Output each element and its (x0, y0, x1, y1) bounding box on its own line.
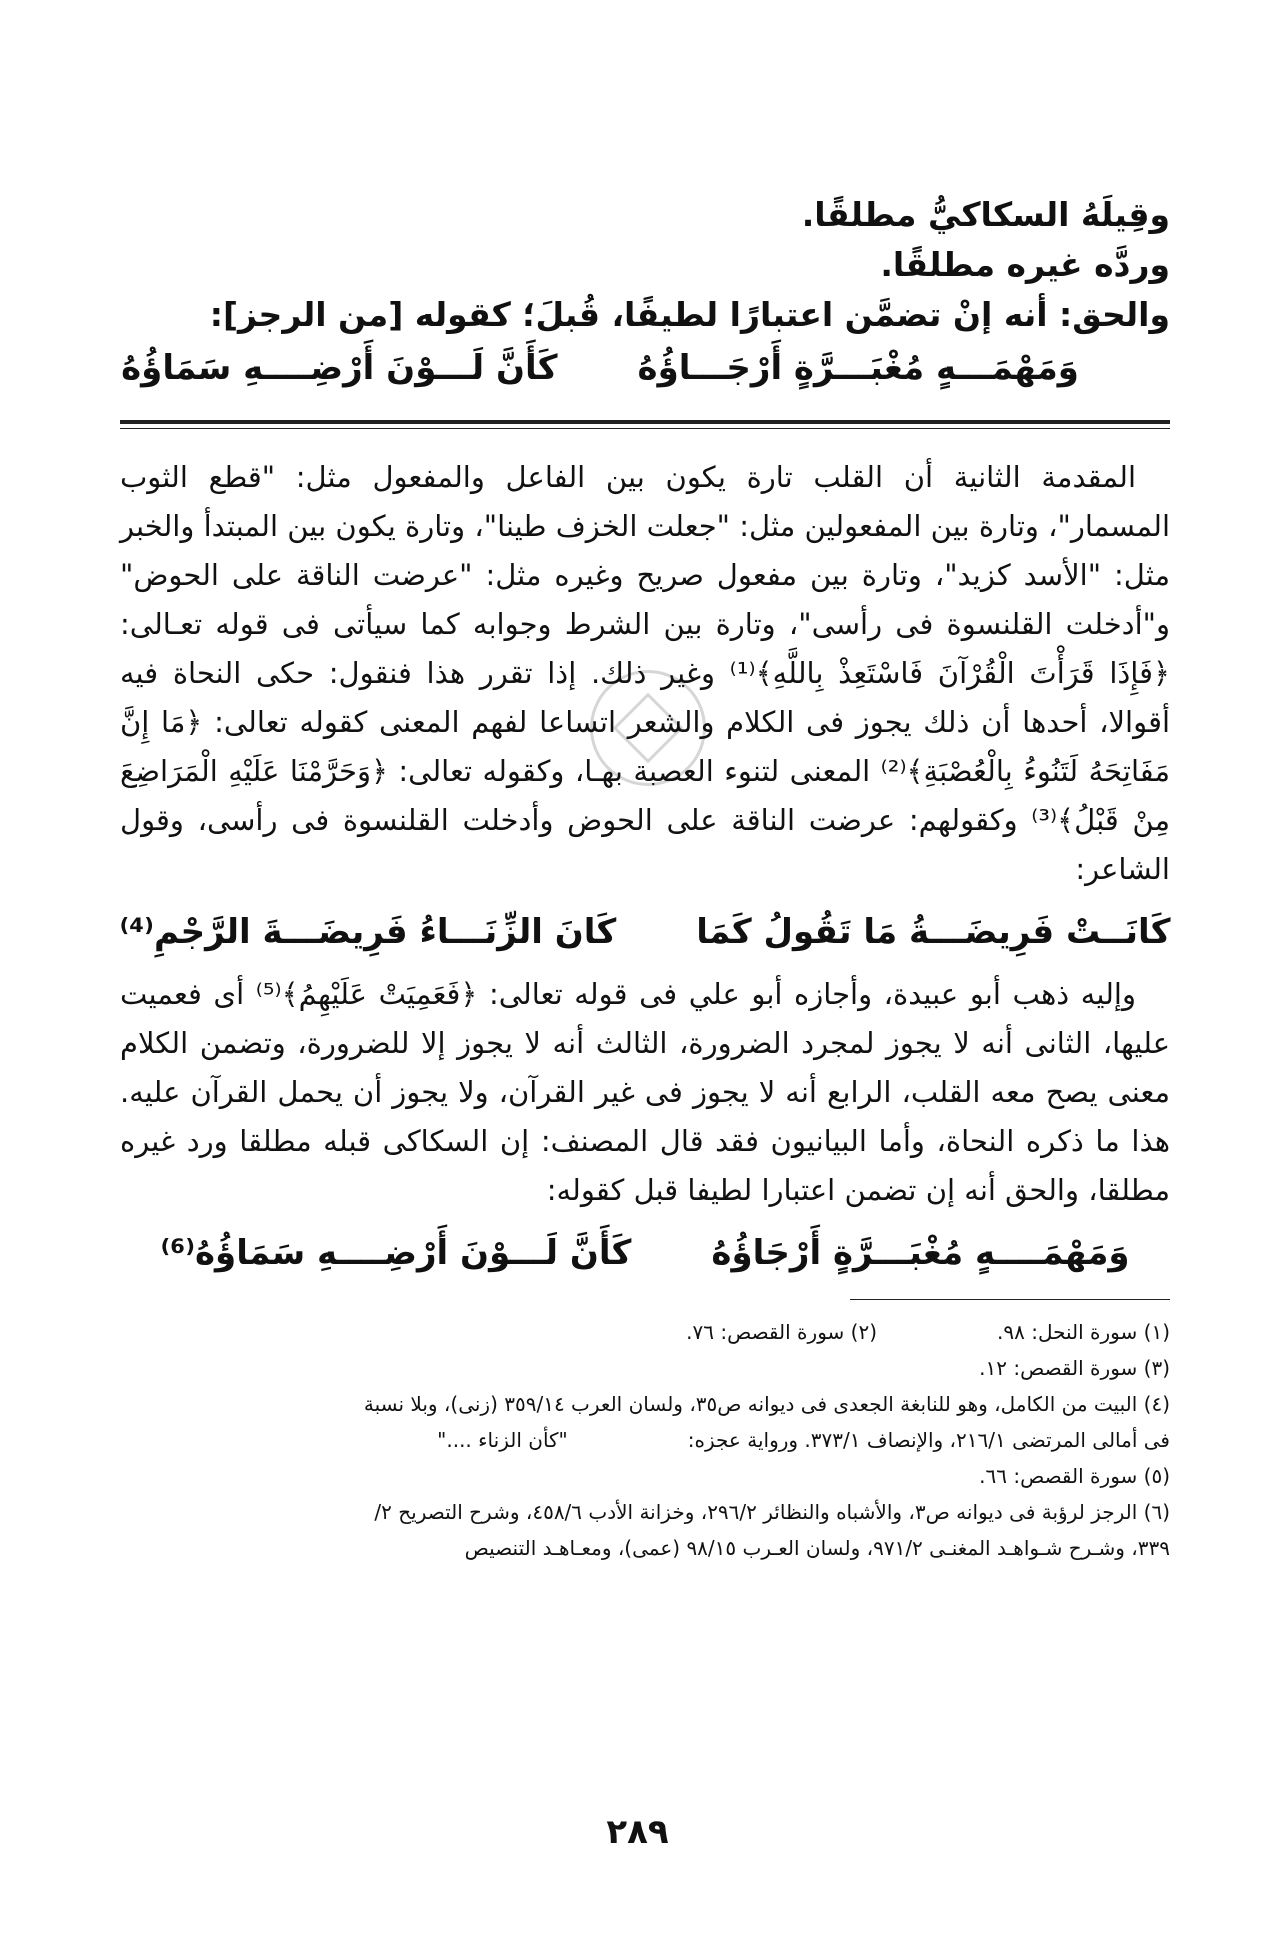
footnotes (120, 1314, 1170, 1566)
footnote-4-text: فى أمالى المرتضى ٢١٦/١، والإنصاف ٣٧٣/١. ورواية عجزه: (687, 1428, 1170, 1452)
footnote-2: (٢) سورة القصص: ٧٦. (686, 1320, 877, 1344)
footnote-4-line-2 (120, 1422, 1170, 1458)
sharh-paragraph-1: المقدمة الثانية أن القلب تارة يكون بين الفاعل والمفعول مثل: "قطع الثوب المسمار"، وتارة بين المفعولين مثل: "جعلت الخزف طينا"، وتارة يكون بين المبتدأ والخبر مثل: "الأسد كزيد"، وتارة بين مفعول صريح وغيره مثل: "عرضت الناقة على الحوض" و"أدخلت القلنسوة فى رأسى"، وتارة بين الشرط وجوابه كما سيأتى فى قوله تعـالى: ﴿فَإِذَا قَرَأْتَ الْقُرْآنَ فَاسْتَعِذْ بِاللَّهِ﴾⁽¹⁾ وغير ذلك. إذا تقرر هذا فنقول: حكى النحاة فيه أقوالا، أحدها أن ذلك يجوز فى الكلام والشعر اتساعا لفهم المعنى كقوله تعالى: ﴿مَا إِنَّ مَفَاتِحَهُ لَتَنُوءُ بِالْعُصْبَةِ﴾⁽²⁾ المعنى لتنوء العصبة بهـا، وكقوله تعالى: ﴿وَحَرَّمْنَا عَلَيْهِ الْمَرَاضِعَ مِنْ قَبْلُ﴾⁽³⁾ وكقولهم: عرضت الناقة على الحوض وأدخلت القلنسوة فى رأسى، وقول الشاعر: (120, 460, 1170, 886)
sharh-verse-1 (120, 900, 1170, 964)
verse-first-hemistich: وَمَهْمَــــهٍ مُغْبَـــرَّةٍ أَرْجَاؤُهُ (711, 1233, 1130, 1273)
footnote-4-quote: "كأن الزناء ...." (437, 1428, 568, 1452)
matn-section (120, 190, 1170, 340)
footnote-6-line-1: (٦) الرجز لرؤبة فى ديوانه ص٣، والأشباه والنظائر ٢٩٦/٢، وخزانة الأدب ٤٥٨/٦، وشرح التصريح ٢/ (374, 1500, 1170, 1524)
matn-line-1: وقِيلَهُ السكاكيُّ مطلقًا. (801, 195, 1170, 234)
footnote-1: (١) سورة النحل: ٩٨. (997, 1320, 1170, 1344)
footnote-4-line-1: (٤) البيت من الكامل، وهو للنابغة الجعدى فى ديوانه ص٣٥، ولسان العرب ٣٥٩/١٤ (زنى)، وبلا نسبة (363, 1392, 1170, 1416)
verse-second-hemistich: كَانَ الزِّنَـــاءُ فَرِيضَـــةَ الرَّجْمِ⁽⁴⁾ (119, 912, 617, 952)
section-divider-thin (120, 428, 1170, 429)
verse-second-hemistich: كَأَنَّ لَـــوْنَ أَرْضِــــهِ سَمَاؤُهُ⁽⁶⁾ (160, 1233, 632, 1273)
page-number: ٢٨٩ (606, 1812, 669, 1852)
footnote-6-line-2: ٣٣٩، وشـرح شـواهـد المغنـى ٩٧١/٢، ولسان العـرب ٩٨/١٥ (عمى)، ومعـاهـد التنصيص (464, 1536, 1170, 1560)
sharh-section (120, 453, 1170, 1285)
matn-line-2: وردَّه غيره مطلقًا. (880, 245, 1170, 284)
matn-verse (120, 340, 1080, 396)
footnote-divider (850, 1299, 1170, 1300)
sharh-verse-2 (120, 1221, 1170, 1285)
verse-second-hemistich: كَأَنَّ لَـــوْنَ أَرْضِــــهِ سَمَاؤُهُ (121, 348, 558, 388)
footnote-3: (٣) سورة القصص: ١٢. (979, 1356, 1170, 1380)
verse-first-hemistich: كَانَــتْ فَرِيضَـــةُ مَا تَقُولُ كَمَا (696, 912, 1171, 952)
footnote-row-1-2 (120, 1314, 1170, 1350)
page-content (120, 190, 1170, 1566)
matn-line-3: والحق: أنه إنْ تضمَّن اعتبارًا لطيفًا، قُبلَ؛ كقوله [من الرجز]: (209, 295, 1170, 334)
sharh-paragraph-2: وإليه ذهب أبو عبيدة، وأجازه أبو علي فى قوله تعالى: ﴿فَعَمِيَتْ عَلَيْهِمُ﴾⁽⁵⁾ أى فعميت عليها، الثانى أنه لا يجوز لمجرد الضرورة، الثالث أنه لا يجوز إلا للضرورة، وتضمن الكلام معنى يصح معه القلب، الرابع أنه لا يجوز فى غير القرآن، ولا يجوز أن يحمل القرآن عليه. هذا ما ذكره النحاة، وأما البيانيون فقد قال المصنف: إن السكاكى قبله مطلقا ورد غيره مطلقا، والحق أنه إن تضمن اعتبارا لطيفا قبل كقوله: (120, 977, 1170, 1207)
section-divider-thick (120, 420, 1170, 424)
footnote-5: (٥) سورة القصص: ٦٦. (979, 1464, 1170, 1488)
verse-first-hemistich: وَمَهْمَـــهٍ مُغْبَـــرَّةٍ أَرْجَـــاؤُهُ (637, 348, 1079, 388)
